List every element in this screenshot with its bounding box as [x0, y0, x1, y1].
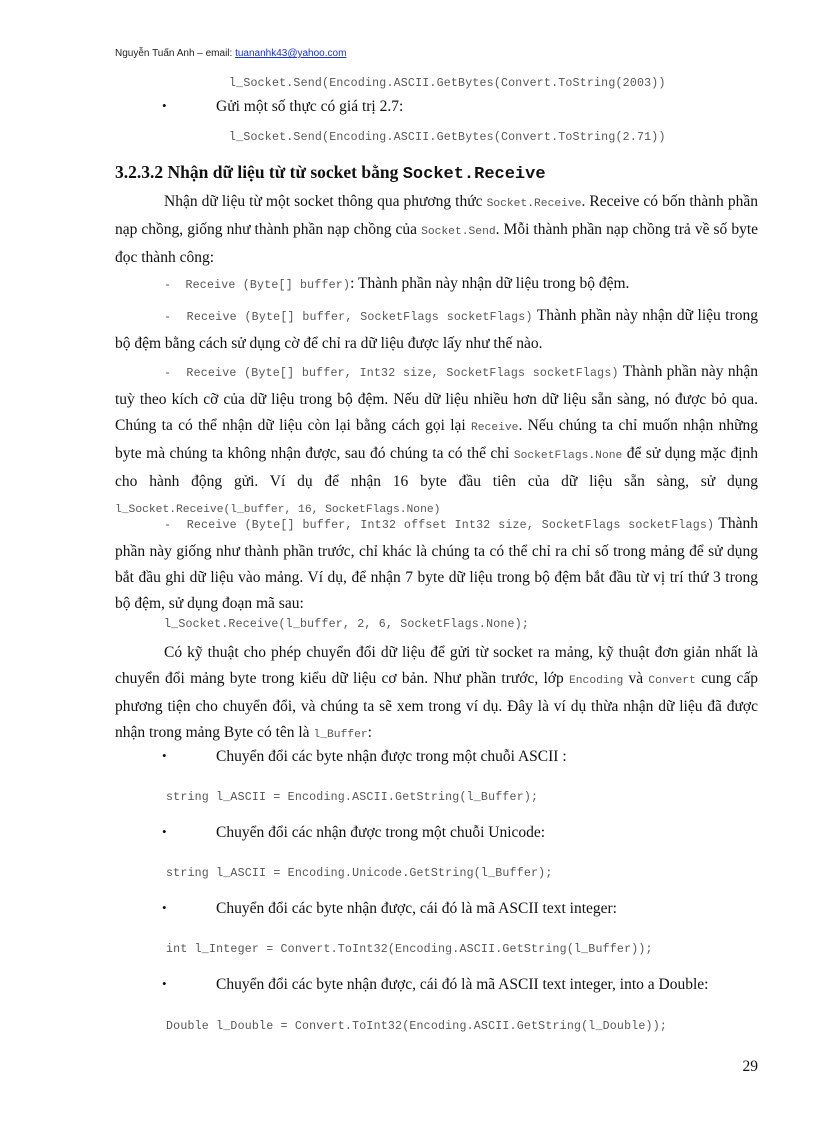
bullet-unicode-text: Chuyển đổi các nhận được trong một chuỗi Unicode:: [216, 824, 546, 841]
bullet-double-text: Chuyển đổi các byte nhận được, cái đó là mã ASCII text integer, into a Double:: [216, 976, 709, 993]
code-ascii: string l_ASCII = Encoding.ASCII.GetString(l_Buffer);: [166, 791, 539, 804]
overload-item-4: - Receive (Byte[] buffer, Int32 offset Int32 size, SocketFlags socketFlags) Thành phần này giống như thành phần trước, chỉ khác là chúng ta có thể chỉ ra chỉ số trong mảng để sử dụng bắt đầu ghi dữ liệu vào mảng. Ví dụ, để nhận 7 byte dữ liệu trong bộ đệm bắt đầu từ vị trí thứ 3 trong bộ đệm, sử dụng đoạn mã sau:: [115, 515, 758, 612]
overload-item-1: - Receive (Byte[] buffer): Thành phần này nhận dữ liệu trong bộ đệm.: [164, 275, 630, 292]
overload-item-2: - Receive (Byte[] buffer, SocketFlags socketFlags) Thành phần này nhận dữ liệu trong bộ đệm bằng cách sử dụng cờ để chỉ ra dữ liệu được lấy như thế nào.: [115, 307, 758, 352]
bullet-integer-text: Chuyển đổi các byte nhận được, cái đó là mã ASCII text integer:: [216, 900, 617, 917]
code-send-integer: l_Socket.Send(Encoding.ASCII.GetBytes(Convert.ToString(2003)): [229, 77, 666, 90]
code-integer: int l_Integer = Convert.ToInt32(Encoding.ASCII.GetString(l_Buffer));: [166, 943, 653, 956]
section-heading-text: 3.2.3.2 Nhận dữ liệu từ từ socket bằng: [115, 162, 403, 182]
code-double: Double l_Double = Convert.ToInt32(Encoding.ASCII.GetString(l_Double));: [166, 1020, 668, 1033]
bullet-dot-icon: •: [162, 824, 167, 839]
paragraph-conversion: Có kỹ thuật cho phép chuyển đổi dữ liệu để gửi từ socket ra mảng, kỹ thuật đơn giản nhất là chuyển đổi mảng byte trong kiểu dữ liệu cơ bản. Như phần trước, lớp Encoding và Convert cung cấp phương tiện cho chuyển đổi, và chúng ta sẽ xem trong ví dụ. Đây là ví dụ thừa nhận dữ liệu đã được nhận trong mảng Byte có tên là l_Buffer:: [115, 644, 758, 741]
bullet-send-float-text: Gửi một số thực có giá trị 2.7:: [216, 98, 404, 115]
bullet-ascii-text: Chuyển đổi các byte nhận được trong một chuỗi ASCII :: [216, 748, 567, 765]
code-send-float: l_Socket.Send(Encoding.ASCII.GetBytes(Convert.ToString(2.71)): [229, 131, 666, 144]
page-number: 29: [742, 1058, 758, 1075]
bullet-dot-icon: •: [162, 748, 167, 763]
bullet-dot-icon: •: [162, 98, 167, 113]
header-email-link[interactable]: tuananhk43@yahoo.com: [235, 48, 347, 59]
bullet-dot-icon: •: [162, 976, 167, 991]
header-author: Nguyễn Tuấn Anh – email:: [115, 48, 236, 59]
paragraph-intro: Nhận dữ liệu từ một socket thông qua phương thức Socket.Receive. Receive có bốn thành phần nạp chồng, giống như thành phần nạp chồng của Socket.Send. Mỗi thành phần nạp chồng trả về số byte đọc thành công:: [115, 193, 758, 266]
page-header: [115, 48, 346, 59]
overload-item-3: - Receive (Byte[] buffer, Int32 size, SocketFlags socketFlags) Thành phần này nhận tuỳ theo kích cỡ của dữ liệu trong bộ đệm. Nếu dữ liệu nhiều hơn dữ liệu sẵn sàng, nó được bỏ qua. Chúng ta có thể nhận dữ liệu còn lại bằng cách gọi lại Receive. Nếu chúng ta chỉ muốn nhận những byte mà chúng ta không nhận được, sau đó chúng ta có thể chỉ SocketFlags.None để sử dụng mặc định cho hành động gửi. Ví dụ để nhận 16 byte đầu tiên của dữ liệu sẵn sàng, sử dụng l_Socket.Receive(l_buffer, 16, SocketFlags.None): [115, 363, 759, 516]
code-unicode: string l_ASCII = Encoding.Unicode.GetString(l_Buffer);: [166, 867, 553, 880]
code-receive-example: l_Socket.Receive(l_buffer, 2, 6, SocketFlags.None);: [164, 618, 530, 631]
section-heading: [115, 162, 546, 184]
section-heading-code: Socket.Receive: [402, 165, 546, 184]
bullet-dot-icon: •: [162, 900, 167, 915]
